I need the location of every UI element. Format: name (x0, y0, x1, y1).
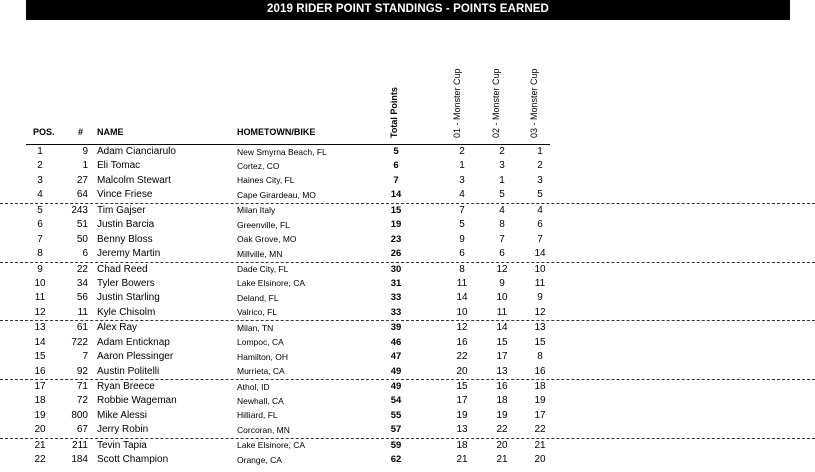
number-cell: 34 (76, 277, 88, 289)
round1-cell: 4 (459, 189, 465, 201)
total-points-cell: 5 (393, 146, 399, 157)
total-points-cell: 26 (390, 248, 402, 260)
number-cell: 56 (76, 292, 88, 304)
round2-cell: 21 (496, 454, 508, 466)
table-row (0, 291, 815, 305)
total-points-cell: 39 (390, 322, 402, 334)
pos-cell: 5 (37, 204, 43, 216)
name-cell: Adam Cianciarulo (97, 146, 176, 157)
round1-cell: 20 (456, 365, 468, 377)
hometown-cell: Newhall, CA (237, 395, 284, 406)
name-cell: Robbie Wageman (97, 395, 177, 407)
table-row (0, 188, 815, 203)
hometown-cell: Cortez, CO (237, 160, 280, 171)
round1-header: 01 - Monster Cup (452, 68, 462, 138)
table-row (0, 247, 815, 262)
round3-cell: 17 (534, 409, 546, 421)
name-cell: Kyle Chisolm (97, 306, 156, 318)
hometown-cell: Deland, FL (237, 292, 279, 303)
round1-cell: 17 (456, 395, 468, 407)
pos-cell: 6 (37, 219, 43, 231)
round1-cell: 7 (459, 204, 465, 216)
total-points-cell: 33 (390, 292, 402, 304)
total-points-cell: 30 (390, 263, 402, 275)
standings-table (0, 145, 815, 468)
total-points-cell: 62 (390, 454, 402, 466)
round1-cell: 15 (456, 381, 468, 392)
number-cell: 22 (76, 263, 88, 275)
pos-cell: 20 (34, 424, 46, 436)
number-cell: 72 (76, 395, 88, 407)
round1-cell: 5 (459, 219, 465, 231)
hometown-cell: Hamilton, OH (237, 351, 289, 362)
round2-cell: 2 (499, 146, 505, 157)
table-row (0, 306, 815, 321)
total-points-cell: 6 (393, 160, 399, 172)
round1-cell: 8 (459, 263, 465, 275)
number-cell: 71 (76, 381, 88, 392)
round1-cell: 9 (459, 233, 465, 245)
hometown-cell: Murrieta, CA (237, 366, 285, 377)
total-points-cell: 59 (390, 439, 402, 451)
hometown-cell: Cape Girardeau, MO (237, 189, 316, 200)
hometown-cell: Orange, CA (237, 454, 282, 465)
round3-cell: 16 (534, 365, 546, 377)
number-cell: 27 (76, 174, 88, 186)
total-points-cell: 46 (390, 336, 402, 348)
name-cell: Justin Barcia (97, 219, 155, 231)
round2-cell: 6 (499, 248, 505, 260)
round3-cell: 1 (537, 146, 543, 157)
pos-cell: 3 (37, 174, 43, 186)
round2-cell: 19 (496, 409, 508, 421)
total-points-cell: 54 (390, 395, 402, 407)
round3-cell: 15 (534, 336, 546, 348)
hometown-cell: Lake Elsinore, CA (237, 278, 306, 289)
table-row (0, 453, 815, 467)
hometown-cell: Oak Grove, MO (237, 234, 297, 245)
name-cell: Tim Gajser (97, 204, 146, 216)
total-points-cell: 31 (390, 277, 402, 289)
round2-cell: 15 (496, 336, 508, 348)
number-cell: 50 (76, 233, 88, 245)
name-cell: Vince Friese (97, 189, 153, 201)
round2-cell: 8 (499, 219, 505, 231)
number-cell: 11 (77, 306, 88, 318)
round3-cell: 22 (534, 424, 546, 436)
total-points-header: Total Points (389, 87, 399, 138)
hometown-cell: New Smyrna Beach, FL (237, 146, 327, 157)
round2-cell: 14 (496, 322, 508, 334)
number-header: # (78, 127, 84, 137)
pos-cell: 12 (34, 306, 46, 318)
hometown-cell: Dade City, FL (237, 264, 289, 274)
round3-cell: 3 (537, 174, 543, 186)
round2-cell: 12 (496, 263, 508, 275)
number-cell: 1 (82, 160, 88, 172)
round3-cell: 20 (534, 454, 546, 466)
round2-cell: 9 (499, 277, 505, 289)
total-points-cell: 23 (390, 233, 402, 245)
pos-cell: 15 (34, 351, 46, 363)
round2-cell: 17 (496, 351, 508, 363)
hometown-cell: Valrico, FL (237, 307, 277, 318)
round3-cell: 7 (537, 233, 543, 245)
round2-cell: 13 (496, 365, 508, 377)
round2-cell: 16 (496, 381, 508, 392)
pos-cell: 17 (34, 381, 46, 392)
round3-cell: 14 (534, 248, 546, 260)
total-points-cell: 49 (390, 381, 402, 392)
round3-cell: 10 (534, 263, 546, 275)
total-points-cell: 57 (390, 424, 402, 436)
pos-cell: 16 (34, 365, 46, 377)
name-cell: Justin Starling (97, 292, 160, 304)
round3-cell: 12 (534, 306, 546, 318)
table-row (0, 423, 815, 438)
round3-cell: 6 (537, 219, 543, 231)
round3-cell: 18 (534, 381, 546, 392)
hometown-cell: Milan Italy (237, 205, 276, 216)
table-row (0, 350, 815, 364)
pos-cell: 18 (34, 395, 46, 407)
pos-cell: 8 (37, 248, 43, 260)
name-header: NAME (97, 127, 124, 137)
name-cell: Mike Alessi (97, 409, 148, 421)
round1-cell: 13 (456, 424, 468, 436)
table-row (0, 336, 815, 350)
name-cell: Tyler Bowers (97, 277, 155, 289)
name-cell: Alex Ray (97, 322, 138, 334)
table-row (0, 277, 815, 291)
round2-cell: 20 (496, 439, 508, 451)
round1-cell: 1 (459, 160, 465, 172)
total-points-cell: 14 (390, 189, 402, 201)
number-cell: 67 (76, 424, 88, 436)
round3-header: 03 - Monster Cup (529, 68, 539, 138)
table-row (0, 233, 815, 247)
name-cell: Malcolm Stewart (97, 174, 171, 186)
table-row (0, 409, 815, 423)
table-row (0, 365, 815, 380)
round3-cell: 4 (537, 204, 543, 216)
round2-cell: 18 (496, 395, 508, 407)
pos-cell: 2 (37, 160, 43, 172)
name-cell: Eli Tomac (97, 160, 141, 172)
pos-header: POS. (33, 127, 55, 137)
name-cell: Austin Politelli (97, 365, 160, 377)
round2-cell: 10 (496, 292, 508, 304)
number-cell: 211 (72, 439, 88, 451)
round2-cell: 22 (496, 424, 508, 436)
hometown-cell: Corcoran, MN (237, 424, 290, 435)
number-cell: 7 (82, 351, 88, 363)
round2-cell: 3 (499, 160, 505, 172)
name-cell: Jerry Robin (97, 424, 149, 436)
hometown-cell: Athol, ID (237, 381, 270, 392)
table-row (0, 145, 815, 159)
pos-cell: 11 (34, 292, 46, 304)
round1-cell: 11 (456, 277, 468, 289)
name-cell: Chad Reed (97, 263, 148, 275)
name-cell: Adam Enticknap (97, 336, 170, 348)
pos-cell: 9 (37, 263, 43, 275)
hometown-cell: Lompoc, CA (237, 337, 284, 348)
round3-cell: 2 (537, 160, 543, 172)
round2-cell: 7 (499, 233, 505, 245)
round1-cell: 21 (456, 454, 468, 466)
total-points-cell: 19 (390, 219, 402, 231)
table-row (0, 321, 815, 335)
name-cell: Tevin Tapia (97, 439, 147, 451)
round3-cell: 13 (534, 322, 546, 334)
pos-cell: 19 (34, 409, 46, 421)
hometown-cell: Lake Elsinore, CA (237, 440, 306, 451)
pos-cell: 10 (34, 277, 46, 289)
round1-cell: 19 (456, 409, 468, 421)
table-row (0, 174, 815, 188)
round2-cell: 5 (499, 189, 505, 201)
pos-cell: 14 (34, 336, 46, 348)
pos-cell: 4 (37, 189, 43, 201)
number-cell: 243 (71, 204, 88, 216)
hometown-cell: Haines City, FL (237, 175, 295, 186)
number-cell: 6 (82, 248, 88, 260)
hometown-cell: Hilliard, FL (237, 410, 278, 421)
number-cell: 61 (76, 322, 88, 334)
round2-cell: 4 (499, 204, 505, 216)
table-row (0, 263, 815, 277)
round3-cell: 21 (534, 439, 546, 451)
round1-cell: 22 (456, 351, 468, 363)
hometown-cell: Millville, MN (237, 248, 283, 259)
round1-cell: 10 (456, 306, 468, 318)
name-cell: Benny Bloss (97, 233, 153, 245)
round3-cell: 8 (537, 351, 543, 363)
number-cell: 184 (71, 454, 88, 466)
pos-cell: 21 (34, 439, 46, 451)
table-row (0, 204, 815, 218)
hometown-header: HOMETOWN/BIKE (237, 127, 316, 137)
round2-cell: 1 (499, 174, 505, 186)
round1-cell: 18 (456, 439, 468, 451)
round1-cell: 16 (456, 336, 468, 348)
number-cell: 92 (76, 365, 88, 377)
total-points-cell: 49 (390, 365, 402, 377)
total-points-cell: 47 (390, 351, 402, 363)
name-cell: Jeremy Martin (97, 248, 161, 260)
round1-cell: 3 (459, 174, 465, 186)
name-cell: Scott Champion (97, 454, 169, 466)
pos-cell: 13 (34, 322, 46, 334)
table-row (0, 159, 815, 173)
total-points-cell: 7 (393, 174, 399, 186)
total-points-cell: 15 (390, 204, 402, 216)
table-row (0, 439, 815, 453)
number-cell: 722 (71, 336, 88, 348)
round1-cell: 14 (456, 292, 468, 304)
number-cell: 64 (76, 189, 88, 201)
pos-cell: 22 (34, 454, 46, 466)
round3-cell: 5 (537, 189, 543, 201)
name-cell: Aaron Plessinger (97, 351, 174, 363)
number-cell: 9 (82, 146, 88, 157)
round3-cell: 19 (534, 395, 546, 407)
total-points-cell: 33 (390, 306, 402, 318)
pos-cell: 7 (37, 233, 43, 245)
page-title: 2019 RIDER POINT STANDINGS - POINTS EARNED (26, 0, 790, 20)
hometown-cell: Milan, TN (237, 322, 274, 333)
number-cell: 800 (71, 409, 88, 421)
round1-cell: 2 (459, 146, 465, 157)
hometown-cell: Greenville, FL (237, 219, 290, 230)
total-points-cell: 55 (390, 409, 402, 421)
table-row (0, 218, 815, 232)
name-cell: Ryan Breece (97, 381, 155, 392)
round1-cell: 12 (456, 322, 468, 334)
round2-header: 02 - Monster Cup (491, 68, 501, 138)
round3-cell: 9 (537, 292, 543, 304)
table-row (0, 394, 815, 408)
table-row (0, 380, 815, 394)
round2-cell: 11 (496, 306, 508, 318)
round1-cell: 6 (459, 248, 465, 260)
pos-cell: 1 (37, 146, 43, 157)
round3-cell: 11 (534, 277, 546, 289)
number-cell: 51 (76, 219, 88, 231)
